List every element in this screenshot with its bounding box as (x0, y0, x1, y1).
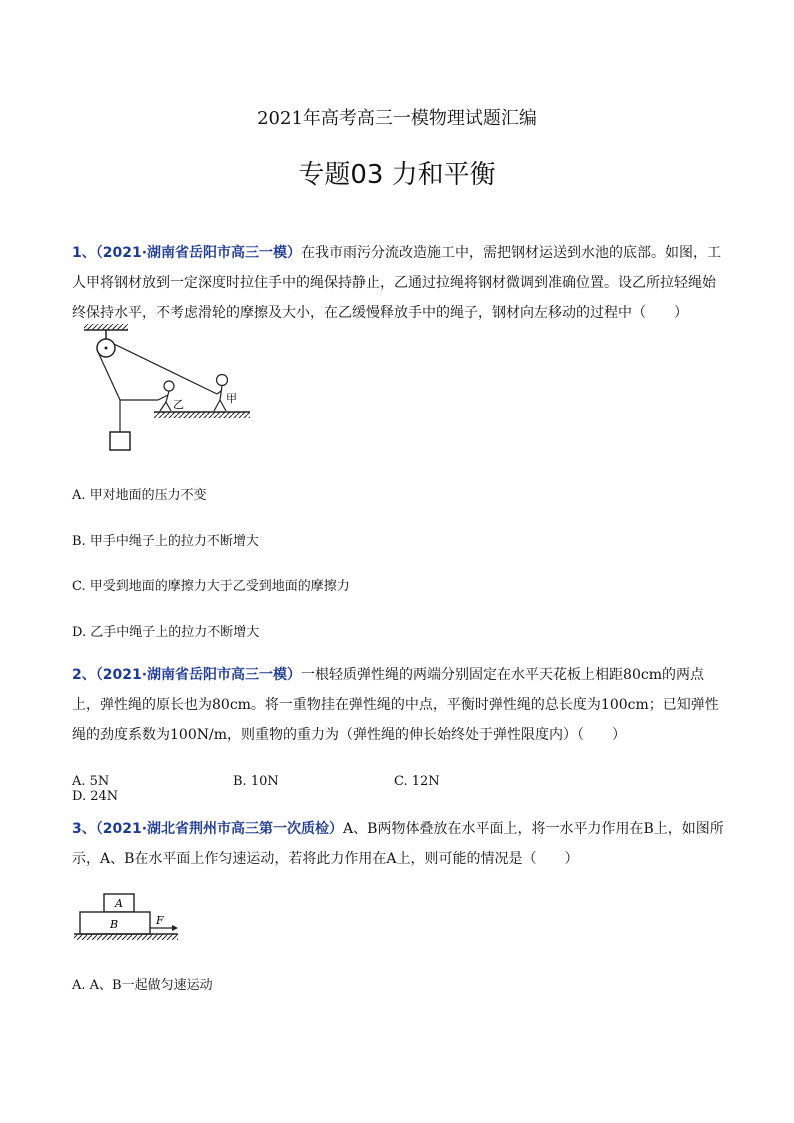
q1-number: 1、 (72, 245, 96, 261)
q2-number: 2、 (72, 667, 96, 683)
label-yi: 乙 (173, 398, 184, 411)
question-3 (72, 814, 724, 874)
q2-option-d: D. 24N (72, 789, 119, 804)
q3-number: 3、 (72, 821, 96, 837)
q2-options (72, 774, 692, 804)
label-jia: 甲 (226, 392, 237, 405)
topic-title: 专题03 力和平衡 (298, 160, 496, 190)
series-title: 2021年高考高三一模物理试题汇编 (257, 108, 537, 129)
q1-option-b: B. 甲手中绳子上的拉力不断增大 (72, 534, 259, 549)
ground-hatch (154, 412, 250, 418)
floor-hatch (74, 934, 178, 940)
q2-option-b: B. 10N (233, 774, 279, 789)
q3-blocks-figure (72, 890, 192, 950)
q3-option-a: A. A、B一起做匀速运动 (72, 978, 213, 993)
q1-option-d: D. 乙手中绳子上的拉力不断增大 (72, 625, 260, 640)
q2-option-c: C. 12N (394, 774, 440, 789)
label-f: F (156, 914, 164, 927)
question-1 (72, 238, 724, 328)
q1-text: 在我市雨污分流改造施工中，需把钢材运送到水池的底部。如图，工人甲将钢材放到一定深度时拉住手中的绳保持静止，乙通过拉绳将钢材微调到准确位置。设乙所拉轻绳始终保持水平，不考虑滑轮的摩擦及大小，在乙缓慢释放手中的绳子，钢材向左移动的过程中（ ） (72, 245, 722, 321)
q3-source: （2021·湖北省荆州市高三第一次质检） (95, 821, 344, 837)
q1-option-a: A. 甲对地面的压力不变 (72, 488, 207, 503)
person-yi (158, 381, 174, 411)
q3-text: A、B两物体叠放在水平面上，将一水平力作用在B上，如图所示，A、B在水平面上作匀速运动，若将此力作用在A上，则可能的情况是（ ） (72, 821, 724, 867)
label-b: B (110, 918, 119, 931)
q2-source: （2021·湖南省岳阳市高三一模） (95, 667, 302, 683)
q2-text: 一根轻质弹性绳的两端分别固定在水平天花板上相距80cm的两点上，弹性绳的原长也为80cm。将一重物挂在弹性绳的中点，平衡时弹性绳的总长度为100cm；已知弹性绳的劲度系数为100N/m，则重物的重力为（弹性绳的伸长始终处于弹性限度内）（ ） (72, 667, 719, 743)
q1-pulley-figure (72, 320, 262, 460)
q1-source: （2021·湖南省岳阳市高三一模） (95, 245, 302, 261)
q1-option-c: C. 甲受到地面的摩擦力大于乙受到地面的摩擦力 (72, 579, 350, 594)
label-a: A (115, 897, 123, 910)
ceiling-hatch (84, 324, 128, 330)
steel-block (110, 432, 130, 450)
question-2 (72, 660, 724, 750)
q2-option-a: A. 5N (72, 774, 110, 789)
